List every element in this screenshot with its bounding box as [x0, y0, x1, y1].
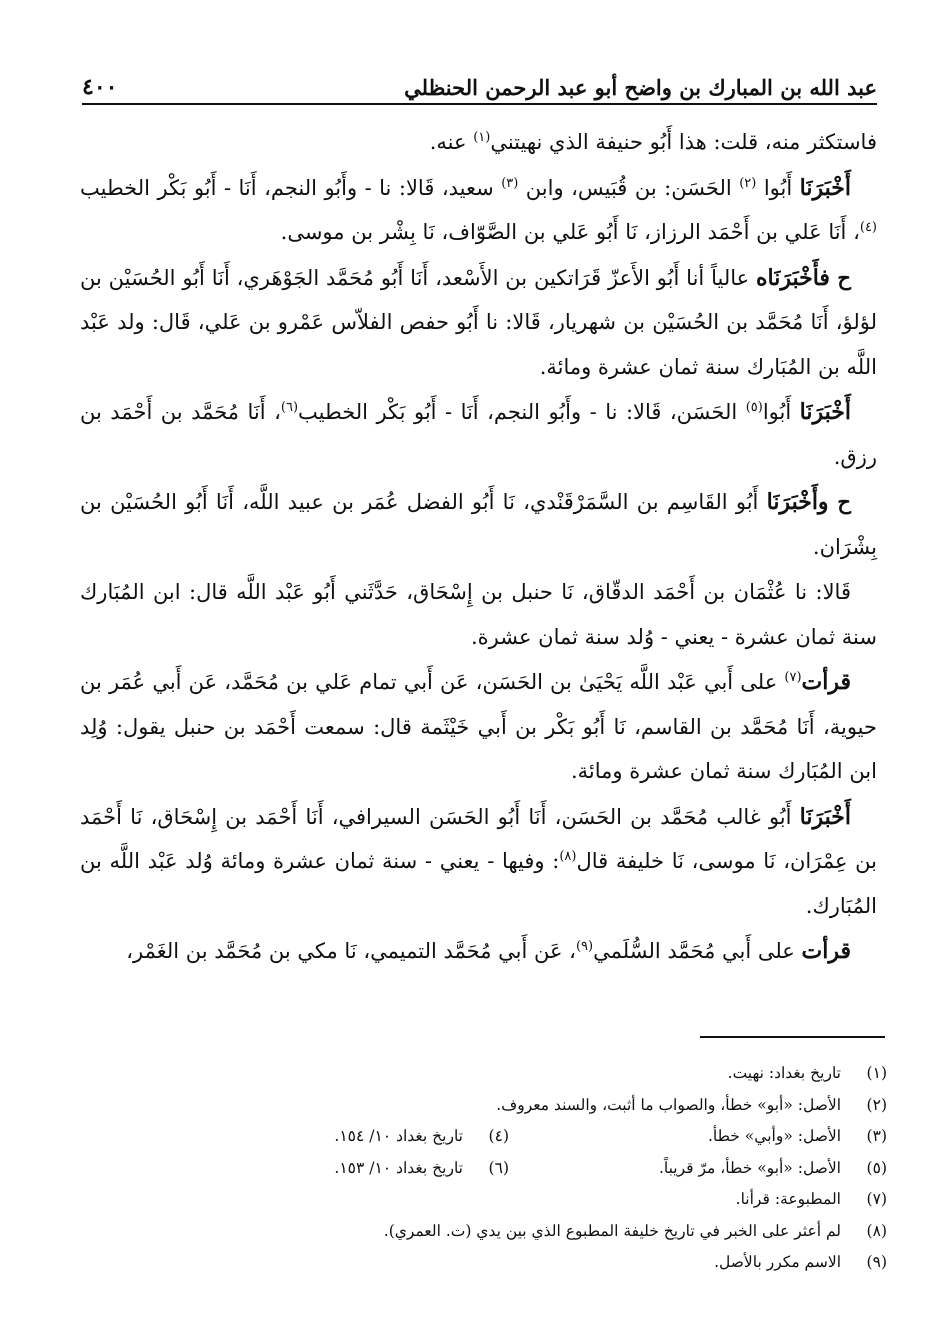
text-run: فاستكثر منه، قلت: هذا أَبُو حنيفة الذي نهيتني	[490, 130, 877, 154]
text-run: أَبُوا	[756, 175, 800, 200]
transmission-keyword: أَخْبَرَنَا	[799, 399, 851, 425]
running-title: عبد الله بن المبارك بن واضح أبو عبد الرحمن الحنظلي	[404, 75, 877, 100]
footnote-number: (٥)	[866, 1158, 887, 1177]
transmission-keyword: فأَخْبَرَنَاه	[756, 264, 830, 291]
footnote-number: (٤)	[488, 1127, 509, 1145]
text-run: : وفيها - يعني - سنة ثمان عشرة ومائة وُلد عَبْد اللَّه بن المُبَارك.	[80, 849, 877, 918]
page-number: ٤٠٠	[82, 74, 118, 100]
text-run: على أَبي عَبْد اللَّه يَحْيَىٰ بن الحَسَن، عَن أَبي تمام عَلي بن مُحَمَّد، عَن أَبي عُمَر بن حيوية، أَنَا مُحَمَّد بن القاسم، نَا أَبُو بَكْر بن أَبي خَيْثَمة قال: سمعت أَحْمَد بن حنبل يقول: وُلِد ابن المُبَارك سنة ثمان عشرة ومائة.	[80, 670, 877, 783]
footnote	[82, 1184, 887, 1216]
ha-marker: ح	[828, 489, 851, 514]
footnote	[82, 1153, 887, 1185]
footnote-ref: (١)	[473, 130, 491, 145]
footnote-ref: (٤)	[859, 220, 877, 235]
footnote-ref: (٢)	[739, 175, 757, 191]
text-run: قَالا: نا عُثْمَان بن أَحْمَد الدقّاق، نَا حنبل بن إِسْحَاق، حَدَّثَني أَبُو عَبْد اللَّه قال: ابن المُبَارك سنة ثمان عشرة - يعني - وُلد سنة ثمان عشرة.	[80, 580, 877, 649]
paragraph	[80, 480, 877, 569]
footnote-ref: (٧)	[784, 670, 802, 685]
text-run: أَبُو القَاسِم بن السَّمَرْقَنْدي، نَا أَبُو الفضل عُمَر بن عبيد اللَّه، أَنَا أَبُو الحُسَيْن بن بِشْرَان.	[80, 490, 877, 559]
footnote-number: (٧)	[866, 1190, 887, 1208]
footnote-ref: (٨)	[559, 849, 577, 864]
transmission-keyword: أَخْبَرَنَا	[799, 803, 851, 830]
paragraph	[80, 929, 877, 974]
transmission-keyword: قرأت	[801, 938, 851, 964]
text-run: أَبُو غالب مُحَمَّد بن الحَسَن، أَنَا أَبُو الحَسَن السيرافي، أَنَا أَحْمَد بن إِسْحَاق، نَا أَحْمَد بن عِمْرَان، نَا موسى، نَا خليفة قال	[80, 804, 878, 873]
paragraph	[80, 256, 877, 390]
text-run: أَبُوا	[762, 400, 800, 424]
footnote-text: المطبوعة: قرأنا.	[735, 1190, 841, 1208]
header-rule	[82, 103, 877, 105]
paragraph	[80, 120, 877, 165]
footnote	[82, 1216, 887, 1248]
running-header	[82, 64, 877, 100]
text-run: على أَبي مُحَمَّد السُّلَمي	[593, 939, 802, 963]
footnote-number: (٣)	[866, 1127, 887, 1145]
footnote-text: الاسم مكرر بالأصل.	[714, 1253, 841, 1271]
transmission-keyword: قرأت	[801, 669, 851, 695]
footnote-text: تاريخ بغداد ١٠/ ١٥٣.	[334, 1158, 463, 1177]
transmission-keyword: أَخْبَرَنَا	[799, 174, 851, 201]
transmission-keyword: وأَخْبَرَنَا	[766, 489, 829, 515]
footnote-number: (٩)	[866, 1253, 887, 1271]
main-text	[80, 120, 877, 975]
footnote-ref: (٦)	[280, 400, 299, 415]
footnote-text: الأصل: «أبو» خطأ، مرّ قريباً.	[658, 1158, 841, 1177]
paragraph	[80, 570, 877, 659]
paragraph	[80, 660, 877, 794]
footnote-ref: (٩)	[575, 939, 594, 954]
footnote	[82, 1058, 887, 1090]
footnote-ref: (٥)	[745, 400, 763, 415]
footnote	[82, 1247, 887, 1279]
text-run: سعيد، قَالا: نا - وأَبُو النجم، أَنَا - أَبُو بَكْر الخطيب	[80, 175, 502, 200]
text-run: الحَسَن، قَالا: نا - وأَبُو النجم، أَنَا - أَبُو بَكْر الخطيب	[298, 400, 746, 424]
footnote-separator	[700, 1036, 885, 1038]
footnote-text: لم أعثر على الخبر في تاريخ خليفة المطبوع الذي بين يدي (ت. العمري).	[383, 1221, 841, 1240]
footnote-number: (٦)	[488, 1158, 509, 1177]
footnote-number: (٨)	[866, 1221, 887, 1240]
footnotes	[82, 1058, 887, 1279]
footnote	[82, 1121, 887, 1153]
paragraph	[80, 390, 877, 479]
text-run: ، أَنَا مُحَمَّد بن أَحْمَد بن رزق.	[80, 400, 877, 469]
footnote-text: الأصل: «أبو» خطأ، والصواب ما أثبت، والسند معروف.	[496, 1095, 841, 1114]
footnote-number: (٢)	[866, 1095, 887, 1114]
text-run: عنه.	[429, 130, 474, 154]
footnote-text: الأصل: «وأبي» خطأ.	[707, 1127, 841, 1145]
footnote-number: (١)	[866, 1064, 887, 1082]
footnote-ref: (٣)	[501, 175, 519, 191]
footnote-text: تاريخ بغداد: نهيت.	[727, 1064, 841, 1082]
footnote	[82, 1090, 887, 1122]
text-run: الحَسَن: بن قُبَيس، وابن	[518, 175, 740, 200]
footnote-text: تاريخ بغداد ١٠/ ١٥٤.	[334, 1127, 463, 1145]
ha-marker: ح	[829, 264, 851, 290]
text-run: عالياً أنا أَبُو الأَعزّ قَرَاتكين بن الأَسْعد، أَنَا أَبُو مُحَمَّد الجَوْهَري، أَنَا أَبُو الحُسَيْن بن لؤلؤ، أَنَا مُحَمَّد بن الحُسَيْن بن شهريار، قَالا: نا أَبُو حفص الفلاّس عَمْرو بن عَلي، قَال: ولد عَبْد اللَّه بن المُبَارك سنة ثمان عشرة ومائة.	[80, 265, 877, 379]
text-run: ، أَنَا عَلي بن أَحْمَد الرزاز، نَا أَبُو عَلي بن الصَّوّاف، نَا بِشْر بن موسى.	[280, 220, 860, 244]
paragraph	[80, 795, 877, 929]
paragraph	[80, 166, 877, 255]
text-run: ، عَن أَبي مُحَمَّد التميمي، نَا مكي بن مُحَمَّد بن الغَمْر،	[126, 939, 576, 963]
